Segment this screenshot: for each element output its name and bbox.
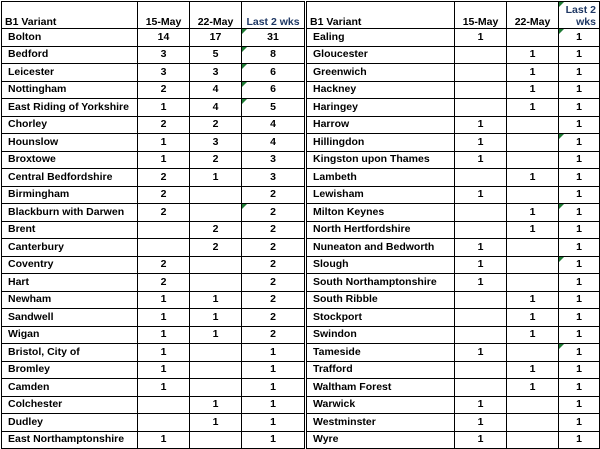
- may15-count-cell[interactable]: [455, 309, 507, 327]
- header-row: [307, 2, 600, 29]
- may15-count-cell[interactable]: [138, 221, 190, 239]
- last-2-wks-count-cell[interactable]: 1: [242, 396, 305, 414]
- may15-count-cell[interactable]: 1: [455, 151, 507, 169]
- area-name-cell[interactable]: Hounslow: [2, 134, 138, 152]
- table-row: [307, 204, 600, 222]
- may22-count-cell[interactable]: 4: [190, 99, 242, 117]
- may15-count-cell[interactable]: 14: [138, 29, 190, 47]
- area-name-cell[interactable]: Slough: [307, 256, 455, 274]
- may22-count-cell[interactable]: 1: [190, 309, 242, 327]
- area-name-cell[interactable]: Waltham Forest: [307, 379, 455, 397]
- last-2-wks-count-cell[interactable]: 1: [559, 379, 600, 397]
- area-name-cell[interactable]: Coventry: [2, 256, 138, 274]
- table-row: [2, 309, 305, 327]
- area-name-cell[interactable]: Greenwich: [307, 64, 455, 82]
- last-2-wks-count-cell[interactable]: 1: [559, 274, 600, 292]
- last-2-wks-count-cell[interactable]: 1: [559, 326, 600, 344]
- table-row: [307, 291, 600, 309]
- may15-count-cell[interactable]: [455, 204, 507, 222]
- may15-count-cell[interactable]: 1: [455, 239, 507, 257]
- may15-count-cell[interactable]: 1: [455, 344, 507, 362]
- may15-count-cell[interactable]: [455, 221, 507, 239]
- may22-count-cell[interactable]: 1: [507, 221, 559, 239]
- area-name-cell[interactable]: Swindon: [307, 326, 455, 344]
- may22-count-cell[interactable]: [507, 134, 559, 152]
- may15-count-cell[interactable]: 1: [138, 361, 190, 379]
- table-row: [2, 99, 305, 117]
- table-row: [2, 169, 305, 187]
- area-name-cell[interactable]: Ealing: [307, 29, 455, 47]
- may15-count-cell[interactable]: 3: [138, 46, 190, 64]
- table-row: [2, 431, 305, 449]
- variant-table-right: [306, 1, 600, 449]
- may15-count-cell[interactable]: 1: [455, 274, 507, 292]
- area-name-cell[interactable]: Blackburn with Darwen: [2, 204, 138, 222]
- table-row: [307, 379, 600, 397]
- may22-count-cell[interactable]: [507, 116, 559, 134]
- last-2-wks-count-cell[interactable]: 1: [559, 291, 600, 309]
- table-row: [307, 81, 600, 99]
- table-row: [307, 64, 600, 82]
- area-name-cell[interactable]: Canterbury: [2, 239, 138, 257]
- may15-count-cell[interactable]: [455, 169, 507, 187]
- may15-count-cell[interactable]: [138, 396, 190, 414]
- may15-count-cell[interactable]: 1: [455, 134, 507, 152]
- area-name-cell[interactable]: Westminster: [307, 414, 455, 432]
- area-name-cell[interactable]: Bedford: [2, 46, 138, 64]
- header-22-may[interactable]: 22-May: [507, 2, 559, 29]
- table-row: [2, 46, 305, 64]
- may22-count-cell[interactable]: 1: [507, 361, 559, 379]
- area-name-cell[interactable]: Central Bedfordshire: [2, 169, 138, 187]
- may15-count-cell[interactable]: 1: [455, 186, 507, 204]
- may22-count-cell[interactable]: 5: [190, 46, 242, 64]
- may22-count-cell[interactable]: 1: [507, 64, 559, 82]
- may22-count-cell[interactable]: [507, 151, 559, 169]
- may15-count-cell[interactable]: 1: [455, 396, 507, 414]
- area-name-cell[interactable]: Wigan: [2, 326, 138, 344]
- may15-count-cell[interactable]: 1: [455, 414, 507, 432]
- last-2-wks-count-cell[interactable]: 4: [242, 134, 305, 152]
- area-name-cell[interactable]: Gloucester: [307, 46, 455, 64]
- last-2-wks-count-cell[interactable]: 1: [242, 344, 305, 362]
- area-name-cell[interactable]: Haringey: [307, 99, 455, 117]
- may15-count-cell[interactable]: 1: [455, 116, 507, 134]
- may22-count-cell[interactable]: [507, 274, 559, 292]
- table-row: [307, 46, 600, 64]
- may22-count-cell[interactable]: [190, 186, 242, 204]
- area-name-cell[interactable]: South Ribble: [307, 291, 455, 309]
- last-2-wks-count-cell[interactable]: 1: [559, 256, 600, 274]
- may15-count-cell[interactable]: 1: [138, 379, 190, 397]
- may22-count-cell[interactable]: [190, 431, 242, 449]
- last-2-wks-count-cell[interactable]: 1: [559, 186, 600, 204]
- area-name-cell[interactable]: Harrow: [307, 116, 455, 134]
- table-row: [2, 396, 305, 414]
- may22-count-cell[interactable]: 3: [190, 64, 242, 82]
- may15-count-cell[interactable]: 1: [138, 326, 190, 344]
- table-row: [2, 29, 305, 47]
- area-name-cell[interactable]: Bromley: [2, 361, 138, 379]
- header-b1-variant[interactable]: B1 Variant: [2, 2, 138, 29]
- last-2-wks-count-cell[interactable]: 1: [559, 46, 600, 64]
- table-row: [2, 326, 305, 344]
- may22-count-cell[interactable]: [190, 379, 242, 397]
- table-row: [2, 256, 305, 274]
- area-name-cell[interactable]: Wyre: [307, 431, 455, 449]
- may22-count-cell[interactable]: [507, 431, 559, 449]
- may15-count-cell[interactable]: 3: [138, 64, 190, 82]
- may22-count-cell[interactable]: 1: [507, 46, 559, 64]
- last-2-wks-count-cell[interactable]: 2: [242, 204, 305, 222]
- last-2-wks-count-cell[interactable]: 6: [242, 64, 305, 82]
- last-2-wks-count-cell[interactable]: 5: [242, 99, 305, 117]
- may22-count-cell[interactable]: [507, 344, 559, 362]
- may15-count-cell[interactable]: 1: [138, 344, 190, 362]
- table-row: [2, 414, 305, 432]
- last-2-wks-count-cell[interactable]: 1: [242, 414, 305, 432]
- may15-count-cell[interactable]: 1: [138, 134, 190, 152]
- last-2-wks-count-cell[interactable]: 2: [242, 256, 305, 274]
- area-name-cell[interactable]: Milton Keynes: [307, 204, 455, 222]
- may15-count-cell[interactable]: 2: [138, 116, 190, 134]
- header-row: [2, 2, 305, 29]
- area-name-cell[interactable]: Bolton: [2, 29, 138, 47]
- may22-count-cell[interactable]: 1: [190, 326, 242, 344]
- may22-count-cell[interactable]: 17: [190, 29, 242, 47]
- last-2-wks-count-cell[interactable]: 1: [559, 204, 600, 222]
- may15-count-cell[interactable]: 2: [138, 274, 190, 292]
- may22-count-cell[interactable]: 1: [507, 99, 559, 117]
- area-name-cell[interactable]: Bristol, City of: [2, 344, 138, 362]
- table-row: [307, 396, 600, 414]
- may15-count-cell[interactable]: 2: [138, 81, 190, 99]
- area-name-cell[interactable]: Kingston upon Thames: [307, 151, 455, 169]
- may15-count-cell[interactable]: 1: [138, 99, 190, 117]
- may22-count-cell[interactable]: 1: [507, 81, 559, 99]
- table-row: [307, 116, 600, 134]
- area-name-cell[interactable]: East Riding of Yorkshire: [2, 99, 138, 117]
- area-name-cell[interactable]: Trafford: [307, 361, 455, 379]
- may22-count-cell[interactable]: 4: [190, 81, 242, 99]
- last-2-wks-count-cell[interactable]: 6: [242, 81, 305, 99]
- table-row: [307, 151, 600, 169]
- last-2-wks-count-cell[interactable]: 1: [559, 344, 600, 362]
- header-22-may[interactable]: 22-May: [190, 2, 242, 29]
- may22-count-cell[interactable]: [190, 204, 242, 222]
- last-2-wks-count-cell[interactable]: 2: [242, 291, 305, 309]
- may22-count-cell[interactable]: 1: [507, 379, 559, 397]
- may22-count-cell[interactable]: 1: [190, 169, 242, 187]
- last-2-wks-count-cell[interactable]: 1: [559, 239, 600, 257]
- table-row: [307, 221, 600, 239]
- may22-count-cell[interactable]: 1: [507, 326, 559, 344]
- header-15-may[interactable]: 15-May: [455, 2, 507, 29]
- area-name-cell[interactable]: Nuneaton and Bedworth: [307, 239, 455, 257]
- area-name-cell[interactable]: South Northamptonshire: [307, 274, 455, 292]
- table-row: [2, 134, 305, 152]
- may15-count-cell[interactable]: [455, 99, 507, 117]
- may22-count-cell[interactable]: [507, 414, 559, 432]
- may15-count-cell[interactable]: [455, 361, 507, 379]
- area-name-cell[interactable]: Colchester: [2, 396, 138, 414]
- may22-count-cell[interactable]: [507, 239, 559, 257]
- table-row: [307, 99, 600, 117]
- may15-count-cell[interactable]: [455, 291, 507, 309]
- may22-count-cell[interactable]: [507, 29, 559, 47]
- table-row: [2, 274, 305, 292]
- may15-count-cell[interactable]: 1: [138, 151, 190, 169]
- table-row: [307, 326, 600, 344]
- table-row: [307, 309, 600, 327]
- may22-count-cell[interactable]: 1: [507, 291, 559, 309]
- area-name-cell[interactable]: Chorley: [2, 116, 138, 134]
- area-name-cell[interactable]: Lambeth: [307, 169, 455, 187]
- table-row: [2, 379, 305, 397]
- area-name-cell[interactable]: Warwick: [307, 396, 455, 414]
- header-last-2-wks[interactable]: Last 2 wks: [242, 2, 305, 29]
- table-row: [307, 256, 600, 274]
- may15-count-cell[interactable]: [455, 46, 507, 64]
- last-2-wks-count-cell[interactable]: 1: [559, 134, 600, 152]
- area-name-cell[interactable]: Newham: [2, 291, 138, 309]
- header-15-may[interactable]: 15-May: [138, 2, 190, 29]
- may15-count-cell[interactable]: 2: [138, 169, 190, 187]
- last-2-wks-count-cell[interactable]: 1: [559, 361, 600, 379]
- area-name-cell[interactable]: Hackney: [307, 81, 455, 99]
- last-2-wks-count-cell[interactable]: 1: [559, 221, 600, 239]
- may22-count-cell[interactable]: [190, 344, 242, 362]
- table-row: [2, 204, 305, 222]
- may15-count-cell[interactable]: [455, 64, 507, 82]
- last-2-wks-count-cell[interactable]: 1: [559, 431, 600, 449]
- last-2-wks-count-cell[interactable]: 2: [242, 326, 305, 344]
- area-name-cell[interactable]: Broxtowe: [2, 151, 138, 169]
- table-row: [307, 361, 600, 379]
- table-row: [307, 431, 600, 449]
- last-2-wks-count-cell[interactable]: 2: [242, 274, 305, 292]
- variant-table-left: [1, 1, 305, 449]
- area-name-cell[interactable]: North Hertfordshire: [307, 221, 455, 239]
- area-name-cell[interactable]: Sandwell: [2, 309, 138, 327]
- last-2-wks-count-cell[interactable]: 1: [559, 309, 600, 327]
- may22-count-cell[interactable]: 1: [507, 204, 559, 222]
- table-row: [2, 81, 305, 99]
- may22-count-cell[interactable]: [190, 361, 242, 379]
- table-row: [2, 64, 305, 82]
- may15-count-cell[interactable]: 2: [138, 186, 190, 204]
- last-2-wks-count-cell[interactable]: 1: [559, 99, 600, 117]
- may22-count-cell[interactable]: [507, 256, 559, 274]
- may22-count-cell[interactable]: [507, 396, 559, 414]
- may22-count-cell[interactable]: 1: [190, 291, 242, 309]
- last-2-wks-count-cell[interactable]: 8: [242, 46, 305, 64]
- last-2-wks-count-cell[interactable]: 31: [242, 29, 305, 47]
- area-name-cell[interactable]: Brent: [2, 221, 138, 239]
- table-row: [307, 134, 600, 152]
- may22-count-cell[interactable]: 2: [190, 116, 242, 134]
- area-name-cell[interactable]: Lewisham: [307, 186, 455, 204]
- may22-count-cell[interactable]: 1: [507, 309, 559, 327]
- may22-count-cell[interactable]: [507, 186, 559, 204]
- may15-count-cell[interactable]: 1: [138, 291, 190, 309]
- last-2-wks-count-cell[interactable]: 1: [559, 29, 600, 47]
- table-body-left: [2, 29, 305, 449]
- area-name-cell[interactable]: Stockport: [307, 309, 455, 327]
- area-name-cell[interactable]: Tameside: [307, 344, 455, 362]
- last-2-wks-count-cell[interactable]: 2: [242, 186, 305, 204]
- area-name-cell[interactable]: Hart: [2, 274, 138, 292]
- may22-count-cell[interactable]: [190, 274, 242, 292]
- last-2-wks-count-cell[interactable]: 1: [559, 169, 600, 187]
- table-row: [2, 186, 305, 204]
- may22-count-cell[interactable]: 2: [190, 239, 242, 257]
- last-2-wks-count-cell[interactable]: 1: [242, 379, 305, 397]
- last-2-wks-count-cell[interactable]: 3: [242, 169, 305, 187]
- may22-count-cell[interactable]: [190, 256, 242, 274]
- table-row: [2, 344, 305, 362]
- may15-count-cell[interactable]: [138, 239, 190, 257]
- last-2-wks-count-cell[interactable]: 4: [242, 116, 305, 134]
- table-row: [2, 116, 305, 134]
- may15-count-cell[interactable]: 1: [138, 431, 190, 449]
- last-2-wks-count-cell[interactable]: 2: [242, 239, 305, 257]
- may15-count-cell[interactable]: 1: [455, 256, 507, 274]
- table-row: [307, 344, 600, 362]
- may15-count-cell[interactable]: [138, 414, 190, 432]
- last-2-wks-count-cell[interactable]: 3: [242, 151, 305, 169]
- may22-count-cell[interactable]: 3: [190, 134, 242, 152]
- table-row: [2, 221, 305, 239]
- may15-count-cell[interactable]: 1: [455, 29, 507, 47]
- may15-count-cell[interactable]: 2: [138, 204, 190, 222]
- may15-count-cell[interactable]: 1: [455, 431, 507, 449]
- area-name-cell[interactable]: Hillingdon: [307, 134, 455, 152]
- may15-count-cell[interactable]: [455, 379, 507, 397]
- header-last-2-wks[interactable]: Last 2 wks: [559, 2, 600, 29]
- last-2-wks-count-cell[interactable]: 1: [559, 116, 600, 134]
- header-b1-variant[interactable]: B1 Variant: [307, 2, 455, 29]
- table-row: [307, 186, 600, 204]
- last-2-wks-count-cell[interactable]: 1: [559, 64, 600, 82]
- table-row: [307, 29, 600, 47]
- table-row: [2, 151, 305, 169]
- area-name-cell[interactable]: Nottingham: [2, 81, 138, 99]
- may15-count-cell[interactable]: 2: [138, 256, 190, 274]
- table-body-right: [307, 29, 600, 449]
- table-row: [2, 291, 305, 309]
- may22-count-cell[interactable]: 1: [190, 414, 242, 432]
- table-row: [307, 169, 600, 187]
- table-row: [307, 274, 600, 292]
- table-row: [307, 239, 600, 257]
- may15-count-cell[interactable]: 1: [138, 309, 190, 327]
- last-2-wks-count-cell[interactable]: 1: [559, 81, 600, 99]
- may15-count-cell[interactable]: [455, 326, 507, 344]
- last-2-wks-count-cell[interactable]: 1: [559, 414, 600, 432]
- may22-count-cell[interactable]: 1: [190, 396, 242, 414]
- last-2-wks-count-cell[interactable]: 1: [559, 151, 600, 169]
- table-row: [2, 361, 305, 379]
- table-row: [307, 414, 600, 432]
- area-name-cell[interactable]: Dudley: [2, 414, 138, 432]
- table-row: [2, 239, 305, 257]
- area-name-cell[interactable]: Camden: [2, 379, 138, 397]
- last-2-wks-count-cell[interactable]: 1: [559, 396, 600, 414]
- may22-count-cell[interactable]: 2: [190, 151, 242, 169]
- may22-count-cell[interactable]: 1: [507, 169, 559, 187]
- area-name-cell[interactable]: Leicester: [2, 64, 138, 82]
- last-2-wks-count-cell[interactable]: 2: [242, 309, 305, 327]
- may15-count-cell[interactable]: [455, 81, 507, 99]
- last-2-wks-count-cell[interactable]: 2: [242, 221, 305, 239]
- may22-count-cell[interactable]: 2: [190, 221, 242, 239]
- last-2-wks-count-cell[interactable]: 1: [242, 431, 305, 449]
- last-2-wks-count-cell[interactable]: 1: [242, 361, 305, 379]
- area-name-cell[interactable]: East Northamptonshire: [2, 431, 138, 449]
- area-name-cell[interactable]: Birmingham: [2, 186, 138, 204]
